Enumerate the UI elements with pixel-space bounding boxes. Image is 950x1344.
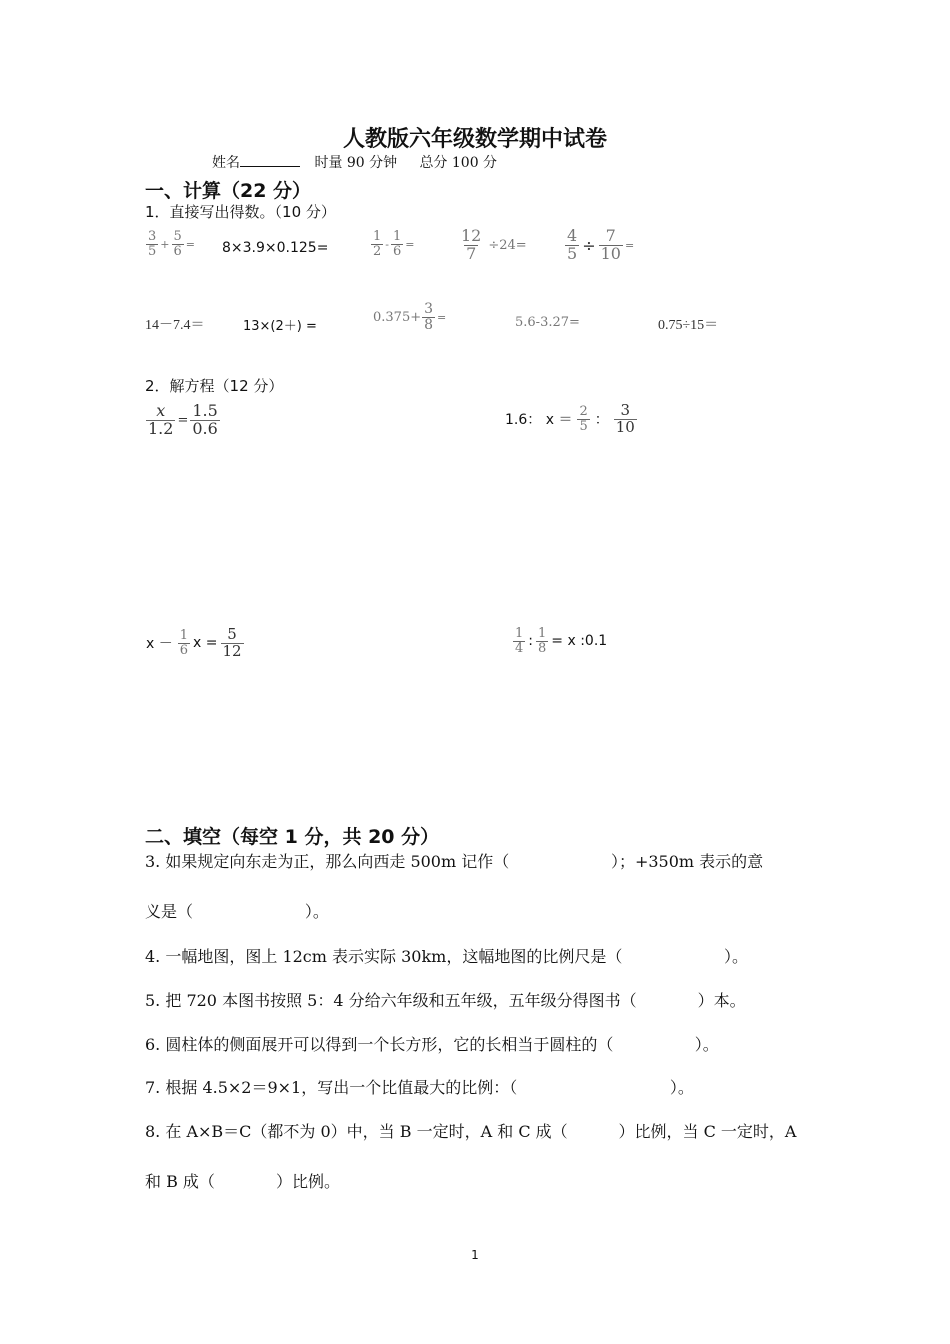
question-label: 1．直接写出得数。（10 分） xyxy=(145,203,336,221)
equation: 1.6： x ＝ 2 5 ： 3 10 xyxy=(505,401,635,436)
fill-question: 6. 圆柱体的侧面展开可以得到一个长方形，它的长相当于圆柱的（ ）。 xyxy=(145,1035,719,1054)
fill-question: 3. 如果规定向东走为正，那么向西走 500m 记作（ ）；+350m 表示的意 xyxy=(145,852,764,871)
section-heading: 二、填空（每空 1 分，共 20 分） xyxy=(145,826,440,848)
calc-item: 5.6-3.27= xyxy=(515,315,580,330)
calc-item: 3 5 + $\frac{5}{6}$ = xyxy=(148,229,195,259)
fill-question: 8. 在 A×B＝C（都不为 0）中，当 B 一定时，A 和 C 成（ ）比例，当 C 一定时，A xyxy=(145,1122,797,1141)
name-label: 姓名 xyxy=(212,155,240,171)
equation: 1 4 : $\frac{1}{8}$ = x :0.1 xyxy=(515,626,608,656)
exam-info xyxy=(212,152,497,172)
fill-question: 5. 把 720 本图书按照 5：4 分给六年级和五年级，五年级分得图书（ ）本。 xyxy=(145,991,746,1010)
calc-item: $\frac{12}{7}$ ÷24= xyxy=(461,226,527,263)
calc-item: 1 2 - $\frac{1}{6}$ = xyxy=(373,229,415,259)
equation: x － 1 6 x = $\frac{5}{12}$ xyxy=(146,625,242,660)
fill-question: 义是（ ）。 xyxy=(145,902,329,921)
score-label: 总分 100 分 xyxy=(419,155,498,171)
equation: $\frac{x}{1.2}$ = $\frac{1.5}{0.6}$ xyxy=(148,401,218,438)
question-label: 2．解方程（12 分） xyxy=(145,377,284,395)
calc-item: 8×3.9×0.125= xyxy=(222,240,329,256)
fill-question: 4. 一幅地图，图上 12cm 表示实际 30km，这幅地图的比例尺是（ ）。 xyxy=(145,947,749,966)
section-heading: 一、计算（22 分） xyxy=(145,180,312,202)
page-title: 人教版六年级数学期中试卷 xyxy=(342,126,607,152)
calc-item: 14－7.4＝ xyxy=(145,318,205,333)
calc-item: 0.75÷15＝ xyxy=(658,318,719,333)
calc-item: $\frac{4}{5}$ ÷ $\frac{7}{10}$ = xyxy=(567,226,635,263)
page-number: 1 xyxy=(471,1248,479,1262)
calc-item: 0.375+ $\frac{3}{8}$ = xyxy=(373,301,447,333)
calc-item: 13×(2＋) = xyxy=(243,319,317,334)
name-blank xyxy=(240,152,300,167)
fill-question: 和 B 成（ ）比例。 xyxy=(145,1172,340,1191)
fill-question: 7. 根据 4.5×2＝9×1，写出一个比值最大的比例：（ ）。 xyxy=(145,1078,694,1097)
time-label: 时量 90 分钟 xyxy=(314,155,398,171)
